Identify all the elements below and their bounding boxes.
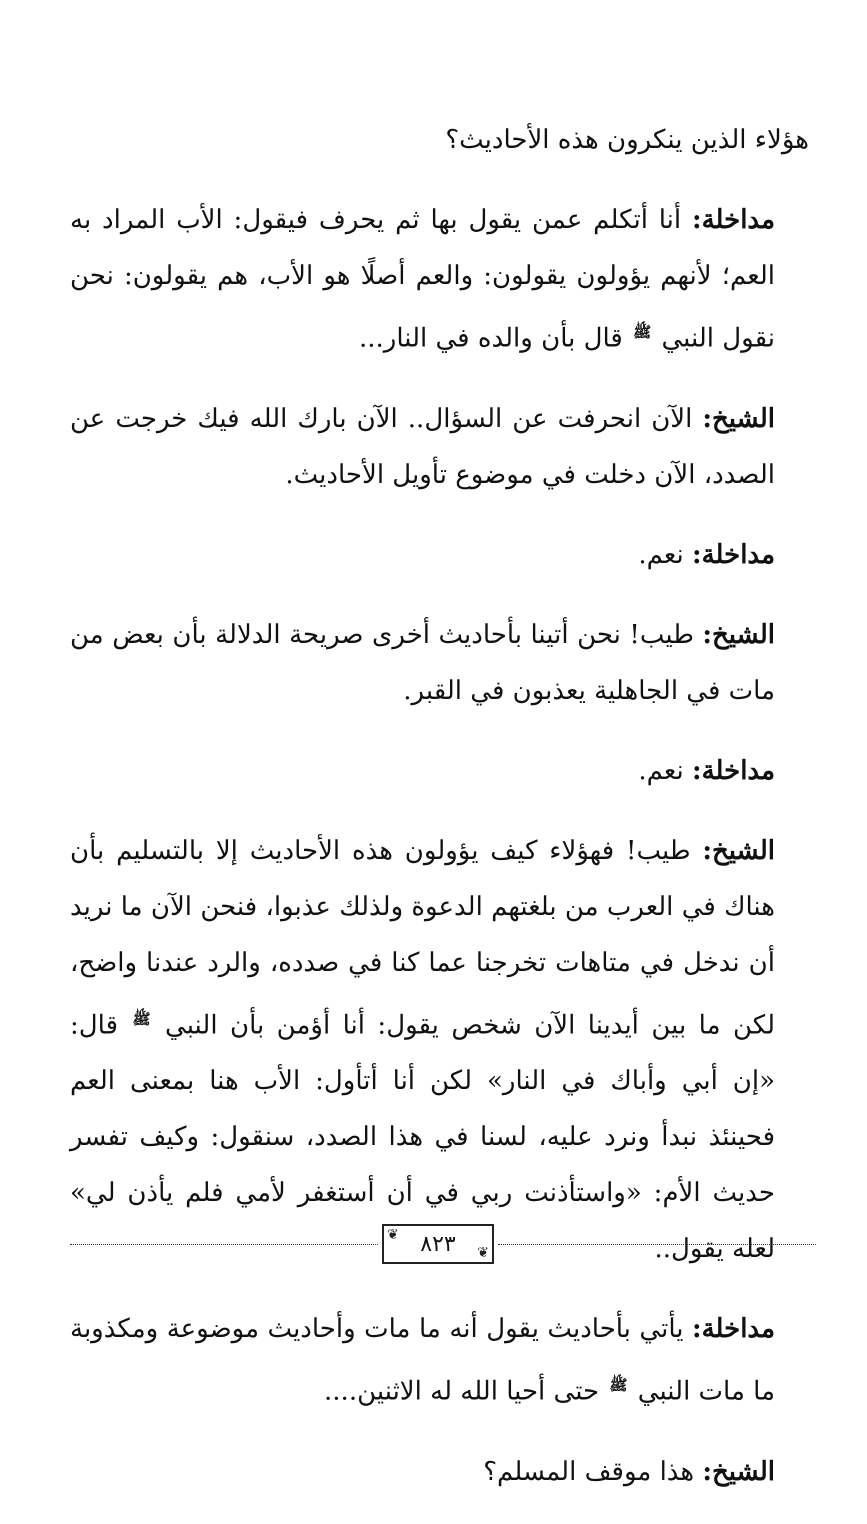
page-body — [70, 112, 809, 1524]
speaker-label: مداخلة: — [691, 755, 775, 786]
salawat-symbol: ﷺ — [633, 323, 652, 341]
speaker-label: الشيخ: — [702, 619, 775, 650]
paragraph-text: طيب! فهؤلاء كيف يؤولون هذه الأحاديث إلا بالتسليم بأن هناك في العرب من بلغتهم الدعوة ولذلك عذبوا، فنحن الآن ما نريد أن ندخل في متاهات تخرجنا عما كنا في صدده، والرد عندنا واضح، لكن ما بين أيدينا الآن شخص يقول: أنا أؤمن بأن النبي — [70, 835, 776, 1041]
paragraph-text: نعم. — [638, 539, 692, 570]
page-number: ٨٢٣ — [420, 1231, 456, 1257]
paragraph-text: يأتي بأحاديث يقول أنه ما مات وأحاديث موضوعة ومكذوبة ما مات النبي — [70, 1314, 775, 1407]
paragraph-text: طيب! نحن أتينا بأحاديث أخرى صريحة الدلالة بأن بعض من مات في الجاهلية يعذبون في القبر. — [70, 619, 775, 706]
page-number-frame — [382, 1224, 494, 1264]
paragraph-8 — [70, 1301, 775, 1420]
paragraph-text: أنا أتكلم عمن يقول بها ثم يحرف فيقول: الأب المراد به العم؛ لأنهم يؤولون يقولون: والعم أصلًا هو الأب، هم يقولون: نحن نقول النبي — [70, 205, 775, 354]
paragraph-5 — [70, 607, 775, 719]
dotted-rule-left — [70, 1244, 378, 1245]
paragraph-text: نعم. — [638, 755, 692, 786]
paragraph-text-continued: قال بأن والده في النار... — [358, 323, 632, 354]
paragraph-2 — [70, 192, 775, 367]
speaker-label: الشيخ: — [702, 403, 775, 434]
paragraph-text: الآن انحرفت عن السؤال.. الآن بارك الله فيك خرجت عن الصدد، الآن دخلت في موضوع تأويل الأحاديث. — [70, 403, 775, 490]
paragraph-6 — [70, 743, 775, 799]
speaker-label: مداخلة: — [691, 205, 775, 235]
paragraph-text-continued: قال: «إن أبي وأباك في النار» لكن أنا أتأول: الأب هنا بمعنى العم فحينئذ نبدأ ونرد عليه، لسنا في هذا الصدد، سنقول: وكيف تفسر حديث الأم: «واستأذنت ربي في أن أستغفر لأمي فلم يأذن لي» لعله يقول.. — [70, 1010, 775, 1265]
salawat-symbol: ﷺ — [609, 1376, 628, 1395]
paragraph-7 — [70, 823, 775, 1278]
paragraph-4 — [70, 527, 775, 583]
speaker-label: الشيخ: — [702, 1456, 775, 1487]
paragraph-9 — [70, 1444, 775, 1500]
paragraph-1 — [70, 112, 809, 168]
speaker-label: مداخلة: — [691, 1314, 775, 1345]
speaker-label: الشيخ: — [702, 835, 775, 866]
paragraph-3 — [70, 391, 775, 503]
ornament-icon: ❦ — [387, 1227, 399, 1243]
paragraph-text-continued: حتى أحيا الله له الاثنين.... — [324, 1376, 608, 1407]
question-text: هؤلاء الذين ينكرون هذه الأحاديث؟ — [445, 125, 809, 155]
paragraph-text: هذا موقف المسلم؟ — [483, 1456, 703, 1487]
ornament-icon: ❦ — [477, 1245, 489, 1261]
page-footer — [70, 1222, 816, 1268]
salawat-symbol: ﷺ — [132, 1009, 151, 1028]
speaker-label: مداخلة: — [691, 539, 775, 570]
dotted-rule-right — [498, 1244, 816, 1245]
